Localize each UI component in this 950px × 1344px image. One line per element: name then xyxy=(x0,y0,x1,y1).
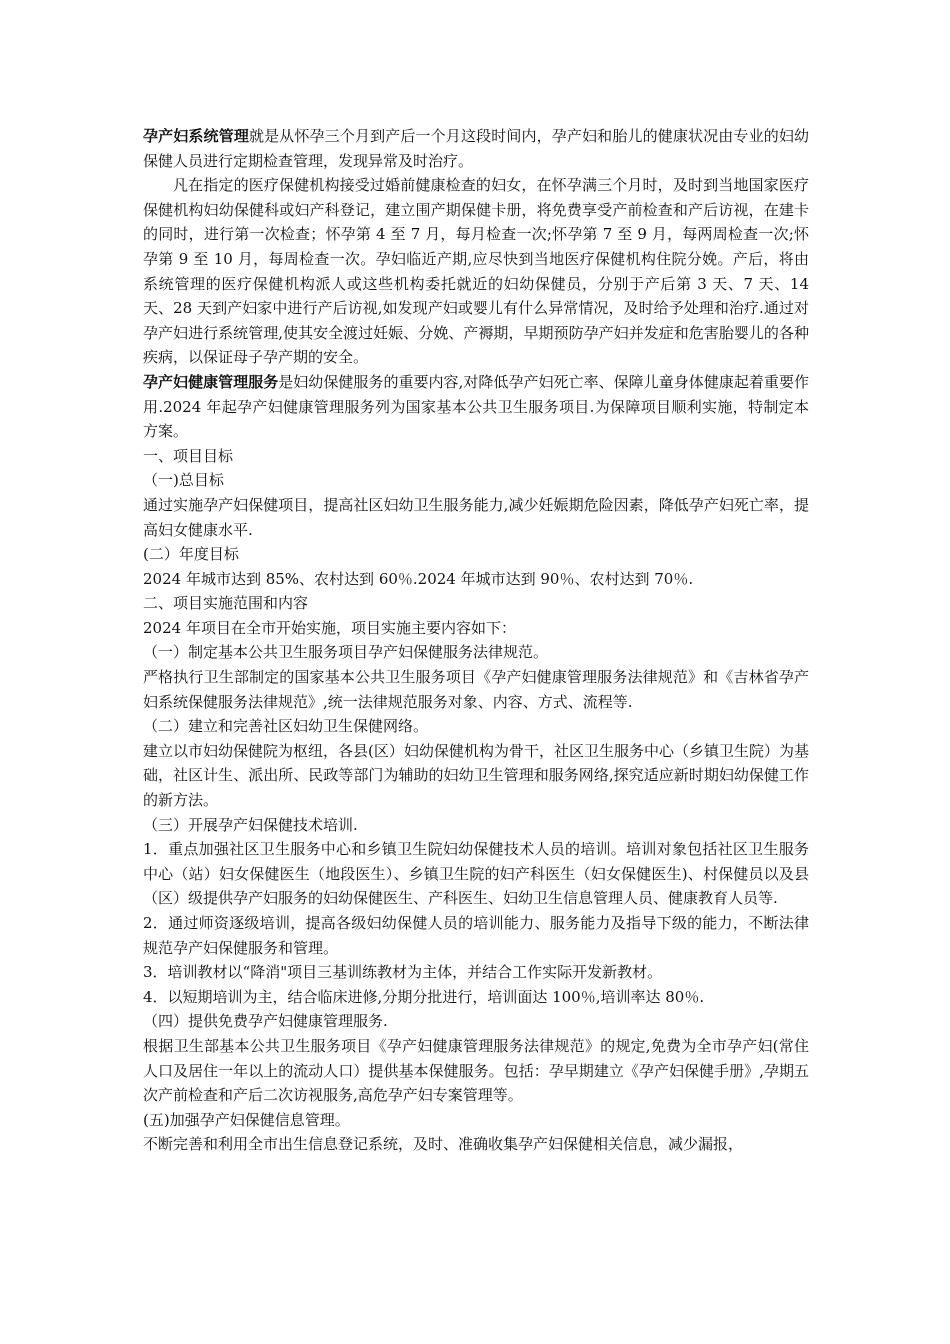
section-heading-goals: 一、项目目标 xyxy=(143,446,234,465)
subheading-annual-goal: (二）年度目标 xyxy=(143,545,239,564)
subheading-training: （三）开展孕产妇保健技术培训. xyxy=(143,815,358,834)
list-item-training-2: 2．通过师资逐级培训，提高各级妇幼保健人员的培训能力、服务能力及指导下级的能力，不断法律规范孕产妇保健服务和管理。 xyxy=(143,914,809,957)
list-item-training-4: 4．以短期培训为主，结合临床进修,分期分批进行，培训面达 100％,培训率达 80％. xyxy=(143,987,705,1006)
section-heading-scope: 二、项目实施范围和内容 xyxy=(143,594,309,613)
paragraph-free-service: 根据卫生部基本公共卫生服务项目《孕产妇健康管理服务法律规范》的规定,免费为全市孕产妇(常住人口及居住一年以上的流动人口）提供基本保健服务。包括：孕早期建立《孕产妇保健手册》,孕期五次产前检查和产后二次访视服务,高危孕产妇专案管理等。 xyxy=(143,1036,809,1105)
service-term: 孕产妇健康管理服务 xyxy=(143,372,279,391)
service-text: 是妇幼保健服务的重要内容,对降低孕产妇死亡率、保障儿童身体健康起着重要作用.2024 年起孕产妇健康管理服务列为国家基本公共卫生服务项目.为保障项目顺利实施，特制定本方案。 xyxy=(143,372,809,441)
document-page xyxy=(143,124,809,1157)
paragraph-annual-goal: 2024 年城市达到 85%、农村达到 60％.2024 年城市达到 90％、农村达到 70％. xyxy=(143,569,694,588)
subheading-info-management: (五)加强孕产妇保健信息管理。 xyxy=(143,1110,350,1129)
subheading-network: （二）建立和完善社区妇幼卫生保健网络。 xyxy=(143,717,429,736)
paragraph-info-management: 不断完善和利用全市出生信息登记系统，及时、准确收集孕产妇保健相关信息，减少漏报， xyxy=(143,1135,744,1154)
list-item-training-3: 3．培训教材以“降消"项目三基训练教材为主体，并结合工作实际开发新教材。 xyxy=(143,963,663,982)
list-item-training-1: 1．重点加强社区卫生服务中心和乡镇卫生院妇幼保健技术人员的培训。培训对象包括社区卫生服务中心（站）妇女保健医生（地段医生）、乡镇卫生院的妇产科医生（妇女保健医生)、村保健员以及县（区）级提供孕产妇服务的妇幼保健医生、产科医生、妇幼卫生信息管理人员、健康教育人员等. xyxy=(143,840,809,908)
paragraph-norms: 严格执行卫生部制定的国家基本公共卫生服务项目《孕产妇健康管理服务法律规范》和《吉林省孕产妇系统保健服务法律规范》,统一法律规范服务对象、内容、方式、流程等. xyxy=(143,668,809,711)
paragraph-network: 建立以市妇幼保健院为枢纽，各县(区）妇幼保健机构为骨干，社区卫生服务中心（乡镇卫生院）为基础，社区计生、派出所、民政等部门为辅助的妇幼卫生管理和服务网络,探究适应新时期妇幼保健工作的新方法。 xyxy=(143,741,809,810)
intro-paragraph xyxy=(143,124,809,173)
subheading-free-service: （四）提供免费孕产妇健康管理服务. xyxy=(143,1012,388,1031)
subheading-overall-goal: （一)总目标 xyxy=(143,471,224,490)
system-management-paragraph: 凡在指定的医疗保健机构接受过婚前健康检查的妇女，在怀孕满三个月时，及时到当地国家医疗保健机构妇幼保健科或妇产科登记，建立围产期保健卡册，将免费享受产前检查和产后访视，在建卡的同时，进行第一次检查；怀孕第 4 至 7 月，每月检查一次;怀孕第 7 至 9 月，每两周检查一次;怀孕第 9 至 10 月，每周检查一次。孕妇临近产期,应尽快到当地医疗保健机构住院分娩。产后，将由系统管理的医疗保健机构派人或这些机构委托就近的妇幼保健员，分别于产后第 3 天、7 天、14 天、28 天到产妇家中进行产后访视,如发现产妇或婴儿有什么异常情况，及时给予处理和治疗.通过对孕产妇进行系统管理,使其安全渡过妊娠、分娩、产褥期，早期预防孕产妇并发症和危害胎婴儿的各种疾病，以保证母子孕产期的安全。 xyxy=(143,176,809,367)
paragraph-scope-intro: 2024 年项目在全市开始实施，项目实施主要内容如下： xyxy=(143,618,516,637)
service-paragraph xyxy=(143,370,809,444)
paragraph-overall-goal: 通过实施孕产妇保健项目，提高社区妇幼卫生服务能力,减少妊娠期危险因素，降低孕产妇死亡率，提高妇女健康水平. xyxy=(143,495,809,539)
intro-text: 就是从怀孕三个月到产后一个月这段时间内，孕产妇和胎儿的健康状况由专业的妇幼保健人员进行定期检查管理，发现异常及时治疗。 xyxy=(143,127,809,170)
intro-term: 孕产妇系统管理 xyxy=(143,127,249,145)
subheading-norms: （一）制定基本公共卫生服务项目孕产妇保健服务法律规范。 xyxy=(143,643,549,662)
